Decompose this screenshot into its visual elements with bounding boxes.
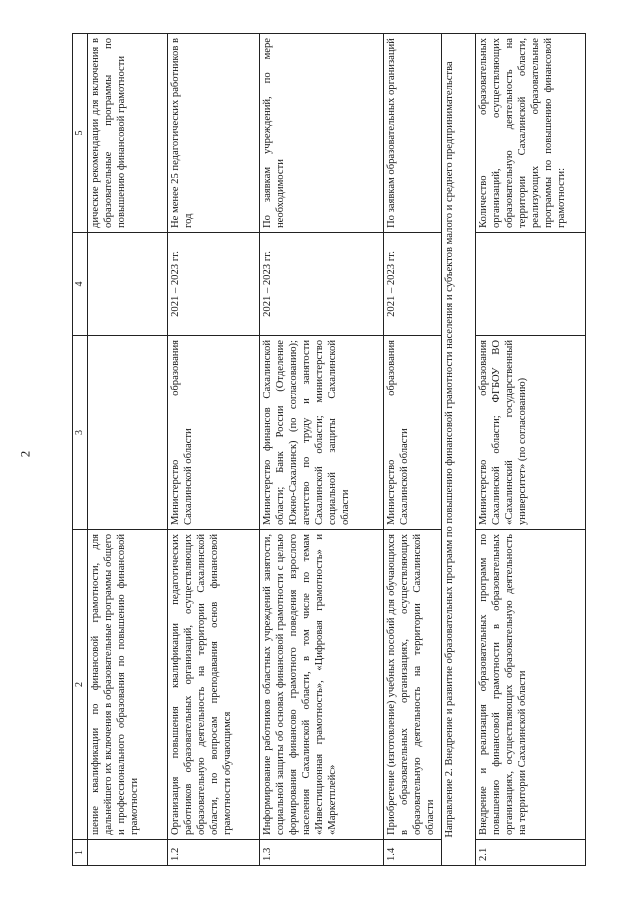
result-cell: По заявкам учреждений, по мере необходимости <box>260 34 384 233</box>
result-cell: дические рекомендации для включения в образовательные программы по повышению финансовой грамотности <box>88 34 168 233</box>
row-number: 1.4 <box>384 840 442 866</box>
period-cell: 2021 – 2023 гг. <box>168 233 260 336</box>
activity-cell: Организация повышения квалификации педагогических работников образовательных организаций, осуществляющих образовательную деятельность на территории Сахалинской области, по вопросам преподавания основ финансовой грамотности обучающимся <box>168 530 260 840</box>
activity-cell: Информирование работников областных учреждений занятости, социальной защиты об основах финансовой грамотности с целью формирования финансово грамотного поведения взрослого населения Сахалинской области, в том числе по темам «Инвестиционная грамотность», «Цифровая грамотность» и «Маркетплейс» <box>260 530 384 840</box>
activity-cell: Приобретение (изготовление) учебных пособий для обучающихся в образовательных организациях, осуществляющих образовательную деятельность на территории Сахалинской области <box>384 530 442 840</box>
header-cell: 5 <box>73 34 88 233</box>
result-cell: Количество образовательных организаций, осуществляющих образовательную деятельность на территории Сахалинской области, реализующих образовательные программы по повышению финансовой грамотности: <box>476 34 586 233</box>
table-row <box>168 34 260 866</box>
table-row <box>260 34 384 866</box>
responsible-cell: Министерство образования Сахалинской области <box>168 336 260 530</box>
page-number: 2 <box>17 450 33 458</box>
header-cell: 1 <box>73 840 88 866</box>
activity-cell: Внедрение и реализация образовательных программ по повышению финансовой грамотности в образовательных организациях, осуществляющих образовательную деятельность на территории Сахалинской области <box>476 530 586 840</box>
responsible-cell <box>88 336 168 530</box>
row-number <box>88 840 168 866</box>
rotated-table-frame <box>72 34 586 866</box>
header-cell: 4 <box>73 233 88 336</box>
period-cell <box>476 233 586 336</box>
responsible-cell: Министерство образования Сахалинской области <box>384 336 442 530</box>
activity-cell: шение квалификации по финансовой грамотности, для дальнейшего их включения в образовательные программы общего и профессионального образования по повышению финансовой грамотности <box>88 530 168 840</box>
period-cell: 2021 – 2023 гг. <box>260 233 384 336</box>
header-cell: 2 <box>73 530 88 840</box>
responsible-cell: Министерство финансов Сахалинской области; Банк России (Отделение Южно-Сахалинск) (по согласованию); агентство по труду и занятости Сахалинской области; министерство социальной защиты Сахалинской области <box>260 336 384 530</box>
period-cell <box>88 233 168 336</box>
row-number: 1.3 <box>260 840 384 866</box>
header-row <box>73 34 88 866</box>
table-row <box>384 34 442 866</box>
direction-row <box>442 34 476 866</box>
row-number: 1.2 <box>168 840 260 866</box>
measures-table <box>72 33 586 866</box>
direction-heading: Направление 2. Внедрение и развитие образовательных программ по повышению финансовой грамотности населения и субъектов малого и среднего предпринимательства <box>442 34 476 866</box>
table-row <box>476 34 586 866</box>
responsible-cell: Министерство образования Сахалинской области; ФГБОУ ВО «Сахалинский государственный университет» (по согласованию) <box>476 336 586 530</box>
header-cell: 3 <box>73 336 88 530</box>
row-number: 2.1 <box>476 840 586 866</box>
table-row <box>88 34 168 866</box>
result-cell: По заявкам образовательных организаций <box>384 34 442 233</box>
result-cell: Не менее 25 педагогических работников в год <box>168 34 260 233</box>
period-cell: 2021 – 2023 гг. <box>384 233 442 336</box>
